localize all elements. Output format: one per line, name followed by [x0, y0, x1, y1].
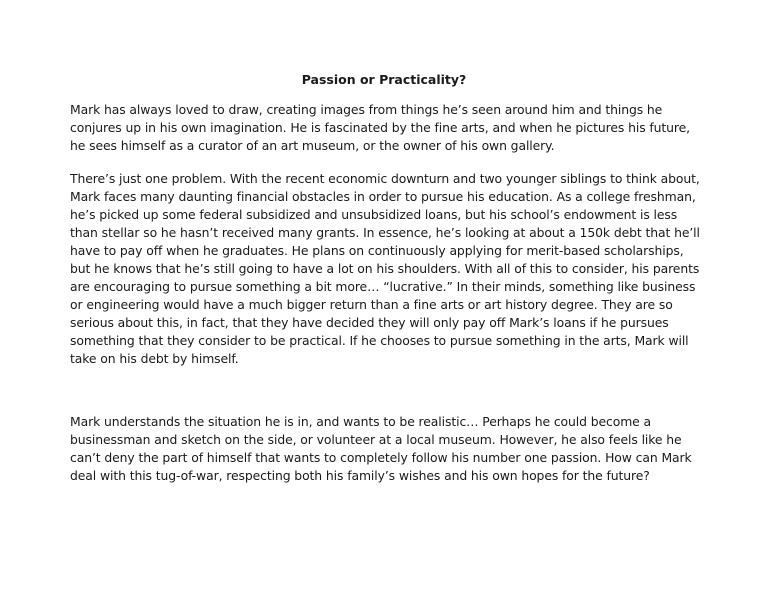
- paragraph-intro: Mark has always loved to draw, creating images from things he’s seen around him and things he conjures up in his own imagination. He is fascinated by the fine arts, and when he pictures his future, he sees himself as a curator of an art museum, or the owner of his own gallery.: [70, 102, 690, 153]
- paragraph-problem: There’s just one problem. With the recent economic downturn and two younger siblings to think about, Mark faces many daunting financial obstacles in order to pursue his education. As a college freshman, he’s picked up some federal subsidized and unsubsidized loans, but his school’s endowment is less than stellar so he hasn’t received many grants. In essence, he’s looking at about a 150k debt that he’ll have to pay off when he graduates. He plans on continuously applying for merit-based scholarships, but he knows that he’s still going to have a lot on his shoulders. With all of this to consider, his parents are encouraging to pursue something a bit more… “lucrative.” In their minds, something like business or engineering would have a much bigger return than a fine arts or art history degree. They are so serious about this, in fact, that they have decided they will only pay off Mark’s loans if he pursues something that they consider to be practical. If he chooses to pursue something in the arts, Mark will take on his debt by himself.: [70, 171, 700, 366]
- document-title: Passion or Practicality?: [301, 72, 467, 87]
- paragraph-question: Mark understands the situation he is in, and wants to be realistic… Perhaps he could become a businessman and sketch on the side, or volunteer at a local museum. However, he also feels like he can’t deny the part of himself that wants to completely follow his number one passion. How can Mark deal with this tug-of-war, respecting both his family’s wishes and his own hopes for the future?: [70, 414, 692, 483]
